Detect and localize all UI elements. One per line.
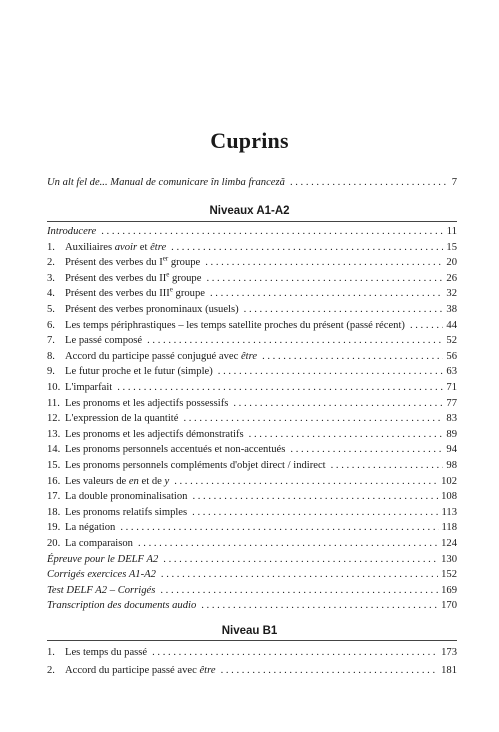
dot-leader (201, 599, 438, 612)
toc-entry-page: 170 (441, 600, 457, 612)
dot-leader (174, 475, 438, 488)
dot-leader (290, 176, 449, 189)
toc-entry-label: Introducere (47, 226, 97, 237)
toc-entry-page: 38 (446, 304, 457, 315)
toc-entry (47, 319, 457, 332)
toc-entry-label: Corrigés exercices A1-A2 (47, 569, 156, 581)
toc-entry-number: 2. (47, 665, 55, 676)
toc-entry-label: Les pronoms et les adjectifs démonstratifs (65, 428, 244, 440)
dot-leader (101, 225, 444, 238)
section-divider (47, 221, 457, 222)
dot-leader (331, 459, 444, 472)
toc-entry-label: La double pronominalisation (65, 491, 188, 503)
toc-entry (47, 521, 457, 534)
toc-entry (47, 272, 457, 285)
toc-entry-label: Les pronoms personnels accentués et non-accentués (65, 444, 286, 456)
dot-leader (163, 553, 438, 566)
toc-entry (47, 225, 457, 238)
toc-entry (47, 303, 457, 316)
section-divider (47, 640, 457, 641)
toc-entry-page: 71 (446, 382, 457, 393)
toc-entry-page: 44 (446, 319, 457, 331)
toc-entry-page: 77 (446, 397, 457, 409)
toc-entry-intro (47, 176, 457, 189)
toc-entry-page: 118 (441, 522, 457, 534)
toc-entry-page: 102 (441, 475, 457, 487)
toc-entry (47, 475, 457, 488)
toc-entry-number: 5. (47, 304, 55, 315)
toc-entry-number: 8. (47, 350, 55, 362)
toc-entry-number: 9. (47, 366, 55, 378)
toc-entry (47, 397, 457, 410)
toc-entry-page: 181 (441, 665, 457, 676)
toc-entry (47, 459, 457, 472)
toc-entry-label: Accord du participe passé avec être (65, 665, 216, 676)
toc-entry-label: La négation (65, 522, 116, 534)
toc-entry-number: 16. (47, 475, 61, 487)
toc-entry (47, 506, 457, 519)
toc-entry-label: Les pronoms et les adjectifs possessifs (65, 397, 229, 409)
toc-entry-page: 11 (446, 226, 457, 237)
toc-entry (47, 443, 457, 456)
toc-entry-number: 10. (47, 382, 61, 393)
dot-leader (233, 397, 443, 410)
dot-leader (206, 272, 443, 285)
dot-leader (221, 664, 439, 677)
dot-leader (161, 568, 438, 581)
toc-entry-label: Présent des verbes du IIIe groupe (65, 285, 205, 300)
toc-entry-label: Les valeurs de en et de y (65, 475, 170, 487)
dot-leader (244, 303, 444, 316)
toc-entry-number: 3. (47, 272, 55, 284)
toc-entry-label: Présent des verbes du Ier groupe (65, 254, 201, 269)
toc-entry-page: 173 (441, 647, 457, 658)
section-heading-b1: Niveau B1 (221, 625, 278, 637)
toc-entry-page: 26 (446, 272, 457, 284)
toc-entry (47, 584, 457, 597)
toc-entry-number: 18. (47, 506, 61, 518)
toc-entry (47, 664, 457, 677)
toc-entry (47, 256, 457, 269)
toc-entry-label: Les pronoms relatifs simples (65, 506, 188, 518)
toc-entry-label: Accord du participe passé conjugué avec être (65, 350, 258, 362)
toc-entry-number: 7. (47, 335, 55, 347)
dot-leader (147, 334, 443, 347)
toc-entry-label: Les temps du passé (65, 647, 148, 658)
toc-entry-page: 52 (446, 335, 457, 347)
dot-leader (138, 537, 438, 550)
toc-entry (47, 568, 457, 581)
toc-entry-label: Les temps périphrastiques – les temps satellite proches du présent (passé récent) (65, 319, 405, 331)
toc-entry-page: 32 (446, 288, 457, 300)
toc-entry-number: 1. (47, 647, 55, 658)
toc-entry-page: 56 (446, 350, 457, 362)
toc-entry-label: Auxiliaires avoir et être (65, 241, 167, 253)
toc-entry-label: Le futur proche et le futur (simple) (65, 366, 213, 378)
dot-leader (410, 319, 443, 332)
toc-entry-page: 152 (441, 569, 457, 581)
toc-entry-number: 13. (47, 428, 61, 440)
dot-leader (117, 381, 443, 394)
toc-entry-label: Un alt fel de... Manual de comunicare în limba franceză (47, 177, 285, 188)
toc-entry (47, 381, 457, 394)
toc-entry-page: 89 (446, 428, 457, 440)
toc-entry-label: Transcription des documents audio (47, 600, 197, 612)
toc-entry-number: 2. (47, 257, 55, 269)
toc-entry-page: 113 (441, 506, 457, 518)
toc-entry (47, 412, 457, 425)
toc-entry (47, 350, 457, 363)
toc-entry-page: 108 (441, 491, 457, 503)
toc-entry-label: Présent des verbes du IIe groupe (65, 270, 202, 284)
toc-entry-page: 15 (446, 241, 457, 253)
toc-entry-page: 83 (446, 413, 457, 425)
toc-entry-number: 1. (47, 241, 55, 253)
toc-entry (47, 428, 457, 441)
dot-leader (249, 428, 444, 441)
dot-leader (183, 412, 443, 425)
toc-entry-label: Épreuve pour le DELF A2 (47, 553, 159, 565)
toc-entry-page: 98 (446, 460, 457, 471)
toc-entry-label: L'imparfait (65, 382, 113, 393)
toc-entry-number: 19. (47, 522, 61, 534)
dot-leader (171, 241, 443, 254)
toc-entry-label: L'expression de la quantité (65, 413, 179, 425)
toc-entry-number: 20. (47, 538, 61, 549)
section-heading-a1-a2: Niveaux A1-A2 (209, 205, 290, 217)
dot-leader (120, 521, 438, 534)
toc-entry-label: Présent des verbes pronominaux (usuels) (65, 304, 239, 315)
toc-entry (47, 365, 457, 378)
toc-entry (47, 334, 457, 347)
toc-entry-page: 63 (446, 366, 457, 378)
toc-entry-page: 20 (446, 257, 457, 269)
toc-entry (47, 241, 457, 254)
toc-entry-number: 15. (47, 460, 61, 471)
dot-leader (290, 443, 443, 456)
dot-leader (152, 646, 438, 659)
toc-entry-number: 12. (47, 413, 61, 425)
dot-leader (205, 256, 443, 269)
toc-entry (47, 287, 457, 300)
toc-entry-page: 7 (451, 177, 457, 188)
toc-entry-page: 124 (441, 538, 457, 549)
dot-leader (262, 350, 443, 363)
dot-leader (192, 490, 438, 503)
toc-entry-label: La comparaison (65, 538, 133, 549)
toc-entry (47, 553, 457, 566)
dot-leader (218, 365, 444, 378)
page-title: Cuprins (210, 128, 289, 153)
toc-entry-page: 130 (441, 553, 457, 565)
toc-entry (47, 537, 457, 550)
dot-leader (192, 506, 438, 519)
toc-entry-label: Les pronoms personnels compléments d'objet direct / indirect (65, 460, 326, 471)
dot-leader (210, 287, 443, 300)
dot-leader (160, 584, 438, 597)
toc-entry-page: 169 (441, 584, 457, 596)
toc-entry-number: 14. (47, 444, 61, 456)
toc-entry-number: 11. (47, 397, 60, 409)
toc-entry-number: 4. (47, 288, 55, 300)
toc-entry (47, 646, 457, 659)
toc-entry-page: 94 (446, 444, 457, 456)
toc-entry-number: 17. (47, 491, 61, 503)
toc-entry-label: Test DELF A2 – Corrigés (47, 584, 156, 596)
toc-entry (47, 599, 457, 612)
toc-entry (47, 490, 457, 503)
toc-entry-label: Le passé composé (65, 335, 143, 347)
toc-entry-number: 6. (47, 319, 55, 331)
